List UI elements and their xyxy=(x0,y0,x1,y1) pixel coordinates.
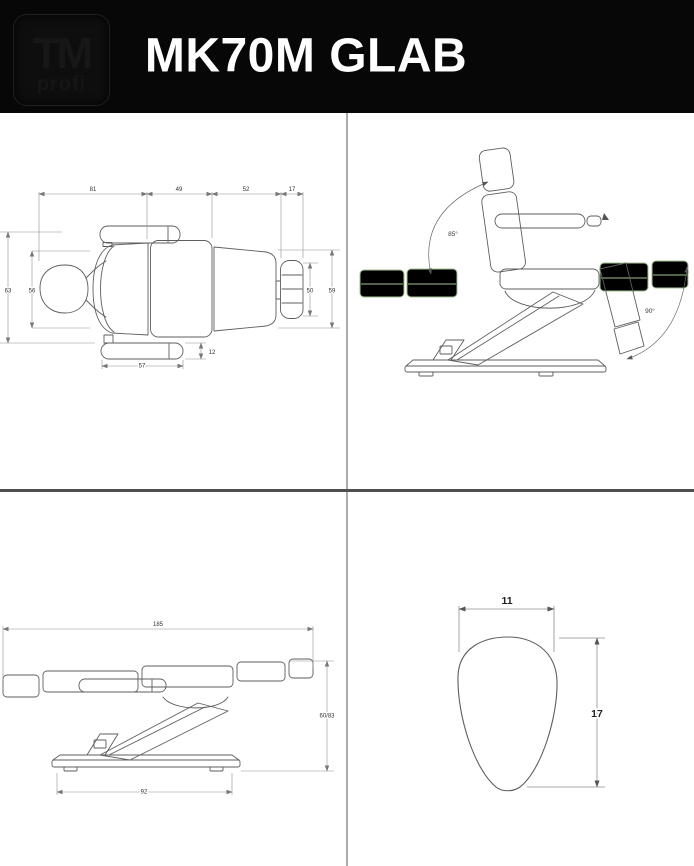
dim-label-outer-width: 63 xyxy=(4,288,12,295)
armrest-rotation-arrow-icon xyxy=(602,213,609,220)
flat-view-dimension-lines xyxy=(3,626,334,795)
dim-label-back-width: 56 xyxy=(28,288,36,295)
cushion-dimension-lines xyxy=(459,606,605,787)
flat-view-drawing xyxy=(0,490,347,866)
dim-label-height-range: 60/83 xyxy=(319,713,335,720)
cushion-outline xyxy=(458,637,557,791)
angle-label-backrest: 85° xyxy=(448,231,458,238)
top-view-dimension-lines xyxy=(0,192,340,369)
dim-label-cushion-width: 11 xyxy=(501,595,513,607)
dim-label-armrest-thickness: 12 xyxy=(208,350,216,356)
logo-text-tm: TM xyxy=(32,29,91,78)
angle-label-footrest: 90° xyxy=(645,308,655,315)
dim-label-base-length: 92 xyxy=(140,789,148,796)
dim-label-cushion-length: 17 xyxy=(591,707,603,720)
brand-logo xyxy=(13,14,110,106)
dim-label-seat-length: 49 xyxy=(175,187,183,193)
top-view-dimension-labels xyxy=(5,187,336,370)
dim-label-armrest-length: 57 xyxy=(138,363,146,370)
chair-top-outline xyxy=(40,226,303,359)
dim-label-overall-length: 185 xyxy=(152,622,164,628)
chair-side-outline xyxy=(405,147,644,376)
dim-label-leg-length: 52 xyxy=(242,187,250,193)
logo-text-profi: profi xyxy=(36,73,87,95)
dim-label-foot-width: 50 xyxy=(306,288,314,295)
chair-flat-outline xyxy=(3,659,313,771)
dim-label-back-length: 81 xyxy=(89,187,97,193)
dim-label-foot-length: 17 xyxy=(288,187,296,193)
page-title: MK70M GLAB xyxy=(144,29,468,83)
side-view-drawing xyxy=(347,113,694,489)
dim-label-leg-width: 59 xyxy=(328,288,336,295)
top-view-drawing xyxy=(0,113,347,489)
cushion-view-drawing xyxy=(347,490,694,866)
header-bar xyxy=(0,0,694,113)
